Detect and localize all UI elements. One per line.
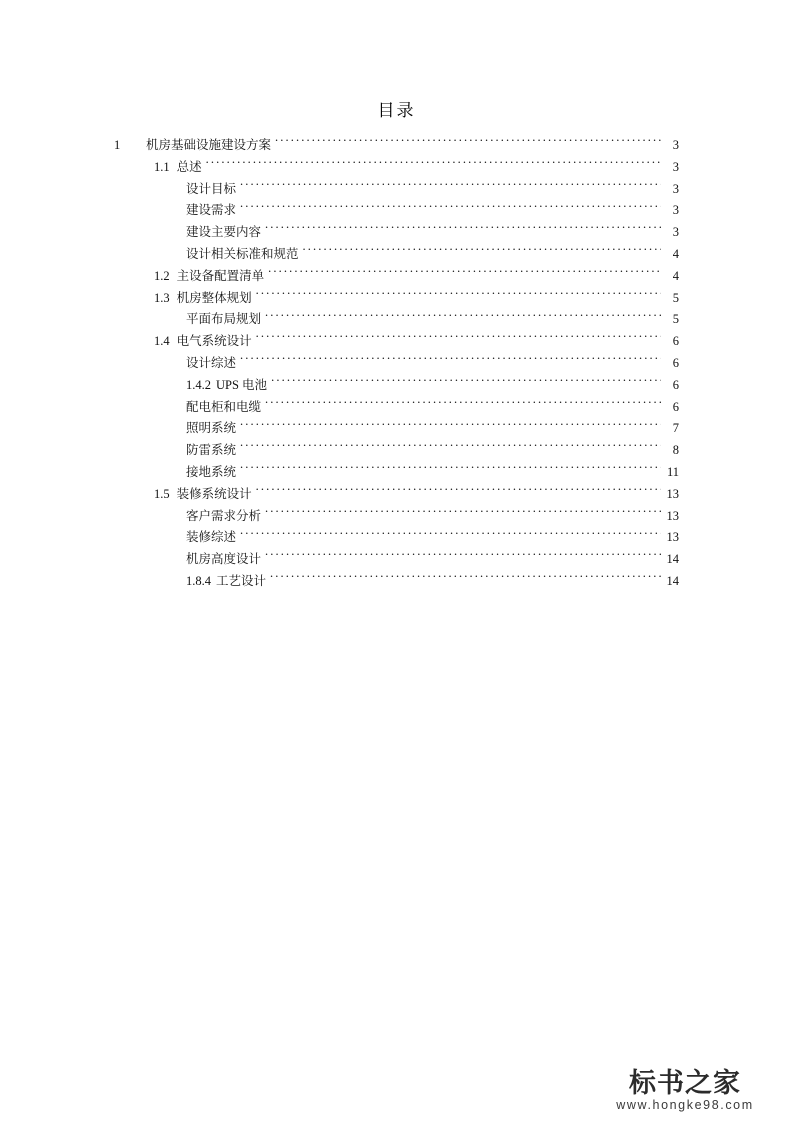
toc-entry-number: 1.8.4 [186,573,211,588]
toc-leader-dots [270,572,661,585]
toc-entry-number: 1.4 [154,334,170,349]
toc-entry[interactable] [114,222,679,244]
toc-entry-label: 总述 [176,159,202,174]
table-of-contents [114,135,679,593]
toc-leader-dots [271,376,661,389]
toc-leader-dots [206,158,661,171]
toc-entry-label: 照明系统 [186,421,237,436]
toc-entry[interactable] [114,288,679,310]
toc-leader-dots [240,180,661,193]
toc-entry[interactable] [114,244,679,266]
toc-leader-dots [240,442,661,455]
toc-entry-label: 机房整体规划 [176,290,252,305]
toc-entry-label: 设计相关标准和规范 [186,246,299,261]
toc-entry[interactable] [114,418,679,440]
toc-entry-label: 电气系统设计 [176,334,252,349]
toc-leader-dots [303,245,661,258]
watermark [595,1069,775,1112]
toc-entry-page-number: 6 [672,334,679,349]
toc-leader-dots [256,485,661,498]
toc-leader-dots [265,311,661,324]
toc-entry[interactable] [114,484,679,506]
toc-entry-label: 平面布局规划 [186,312,262,327]
toc-entry[interactable] [114,266,679,288]
toc-entry-label: 客户需求分析 [186,508,262,523]
toc-entry-page-number: 7 [672,421,679,436]
toc-entry-number: 1.4.2 [186,377,211,392]
toc-leader-dots [265,551,661,564]
toc-entry[interactable] [114,506,679,528]
toc-entry-label: 配电柜和电缆 [186,399,262,414]
toc-entry-page-number: 14 [666,552,679,567]
page-title: 目录 [377,101,416,120]
toc-entry-page-number: 13 [666,486,679,501]
toc-entry-page-number: 3 [672,203,679,218]
toc-entry-page-number: 13 [666,530,679,545]
toc-entry-label: 设计目标 [186,181,237,196]
toc-entry-label: 接地系统 [186,464,237,479]
toc-leader-dots [265,398,661,411]
toc-entry-label: 机房高度设计 [186,552,262,567]
toc-entry-number: 1 [114,138,121,152]
toc-entry-label: 装修综述 [186,530,237,545]
toc-entry-label: 工艺设计 [216,573,267,588]
toc-entry-page-number: 6 [672,355,679,370]
toc-entry-page-number: 6 [672,377,679,392]
toc-entry-label: 装修系统设计 [176,486,252,501]
toc-entry-label: 主设备配置清单 [176,268,265,283]
toc-entry-number: 1.1 [154,159,170,174]
toc-leader-dots [240,354,661,367]
toc-leader-dots [240,463,661,476]
toc-entry[interactable] [114,397,679,419]
toc-entry-number: 1.2 [154,268,170,283]
toc-entry[interactable] [114,527,679,549]
toc-entry-page-number: 13 [666,508,679,523]
toc-entry-label: 防雷系统 [186,443,237,458]
toc-entry[interactable] [114,200,679,222]
toc-entry-number: 1.3 [154,290,170,305]
toc-entry[interactable] [114,462,679,484]
toc-entry-label: 建设主要内容 [186,225,262,240]
toc-entry[interactable] [114,331,679,353]
toc-leader-dots [265,507,661,520]
toc-entry-page-number: 3 [672,159,679,174]
toc-entry[interactable] [114,571,679,593]
toc-entry[interactable] [114,353,679,375]
toc-entry-label: 建设需求 [186,203,237,218]
toc-entry-page-number: 4 [672,268,679,283]
toc-leader-dots [240,529,661,542]
toc-entry-page-number: 4 [672,246,679,261]
toc-entry[interactable] [114,179,679,201]
toc-entry[interactable] [114,309,679,331]
toc-entry-label: 设计综述 [186,355,237,370]
toc-entry-page-number: 11 [666,464,679,479]
toc-leader-dots [256,289,661,302]
toc-entry-page-number: 8 [672,443,679,458]
toc-entry-label: 机房基础设施建设方案 [146,138,272,152]
toc-entry-page-number: 5 [672,290,679,305]
toc-entry-page-number: 6 [672,399,679,414]
toc-leader-dots [268,267,661,280]
toc-entry-number: 1.5 [154,486,170,501]
toc-entry-page-number: 3 [672,225,679,240]
toc-leader-dots [265,224,661,237]
watermark-main-text: 标书之家 [629,1067,741,1098]
toc-leader-dots [275,137,661,150]
toc-entry[interactable] [114,549,679,571]
toc-entry-page-number: 3 [672,181,679,196]
toc-entry-page-number: 5 [672,312,679,327]
toc-entry[interactable] [114,135,679,157]
toc-leader-dots [240,202,661,215]
toc-leader-dots [256,333,661,346]
toc-entry[interactable] [114,440,679,462]
watermark-url-text: www.hongke98.com [616,1098,754,1112]
toc-entry-label: UPS 电池 [216,377,268,392]
toc-entry-page-number: 3 [672,138,679,152]
toc-leader-dots [240,420,661,433]
toc-entry[interactable] [114,157,679,179]
toc-entry-page-number: 14 [666,573,679,588]
toc-entry[interactable] [114,375,679,397]
